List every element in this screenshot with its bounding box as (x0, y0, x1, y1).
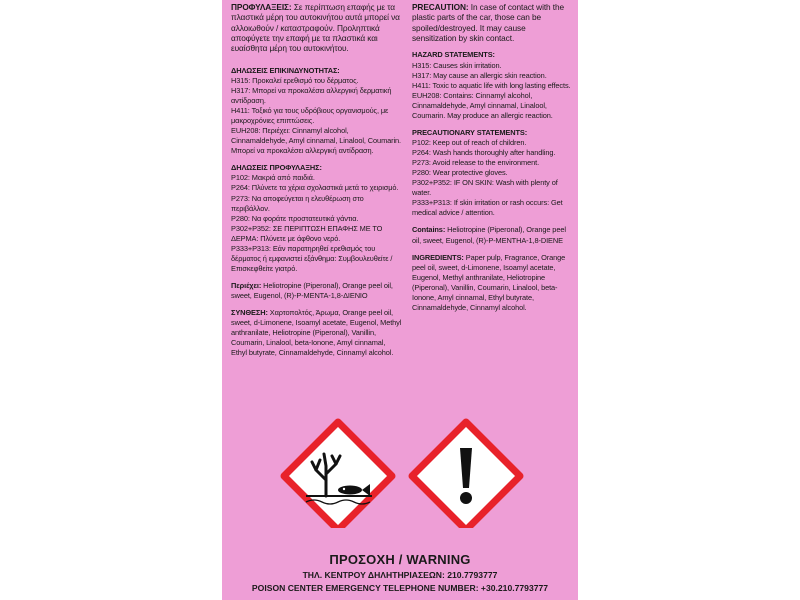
greek-precautionary-heading: ΔΗΛΩΣΕΙΣ ΠΡΟΦΥΛΑΞΗΣ: (231, 163, 322, 173)
english-precautionary-line: P333+P313: If skin irritation or rash occurs: Get medical advice / attention. (412, 198, 563, 218)
english-hazard-section (412, 50, 572, 120)
greek-composition-text: Χαρτοπολτός, Άρωμα, Orange peel oil, sweet, d-Limonene, Isoamyl acetate, Eugenol, Methyl anthranilate, Heliotropine (Piperonal), Vanillin, Coumarin, Linalool, beta-Ionone, Amyl cinnamal, Ethyl butyrate, Cinnamaldehyde, Cinnamyl alcohol. (231, 308, 402, 358)
environment-hazard-icon (284, 422, 392, 528)
greek-precautionary-line: P102: Μακριά από παιδιά. (231, 173, 315, 183)
greek-hazard-section (231, 66, 403, 157)
greek-precaution-text: Σε περίπτωση επαφής με τα πλαστικά μέρη του αυτοκινήτου αυτά μπορεί να αλλοιωθούν / καταστραφούν. Προληπτικά αποφύγετε την επαφή με τα πλαστικά και ευαίσθητα μέρη του αυτοκινήτου. (231, 2, 400, 54)
english-hazard-heading: HAZARD STATEMENTS: (412, 50, 495, 60)
english-precautionary-line: P102: Keep out of reach of children. (412, 137, 527, 147)
greek-hazard-heading: ΔΗΛΩΣΕΙΣ ΕΠΙΚΙΝΔΥΝΟΤΗΤΑΣ: (231, 65, 340, 75)
english-contains-label: Contains: (412, 225, 446, 235)
greek-precautionary-line: P280: Να φοράτε προστατευτικά γάντια. (231, 213, 359, 223)
english-contains-text: Heliotropine (Piperonal), Orange peel oil, sweet, Eugenol, (R)-P-MENTHA-1,8-DIENE (412, 225, 566, 245)
english-ingredients-text: Paper pulp, Fragrance, Orange peel oil, sweet, d-Limonene, Isoamyl acetate, Eugenol, Methyl anthranilate, Heliotropine (Piperonal), Vanillin, Coumarin, Linalool, beta-Ionone, Amyl cinnamal, Ethyl butyrate, Cinnamaldehyde, Cinnamyl alcohol. (412, 252, 566, 312)
english-precautionary-line: P264: Wash hands thoroughly after handling. (412, 148, 556, 157)
product-label (222, 0, 578, 600)
english-precaution-text: In case of contact with the plastic parts of the car, those can be spoiled/destroyed. It may cause sensitization by skin contact. (412, 2, 564, 44)
greek-contains-label: Περιέχει: (231, 281, 262, 291)
greek-precaution-label: ΠΡΟΦΥΛΑΞΕΙΣ: (231, 2, 292, 12)
english-hazard-line: H315: Causes skin irritation. (412, 60, 502, 70)
greek-precautionary-line: P273: Να αποφεύγεται η ελευθέρωση στο περιβάλλον. (231, 193, 364, 213)
greek-precautionary-section (231, 163, 403, 274)
english-ingredients (412, 253, 572, 313)
english-column (412, 0, 572, 313)
greek-contains (231, 281, 403, 301)
greek-hazard-line: H411: Τοξικό για τους υδρόβιους οργανισμούς, με μακροχρόνιες επιπτώσεις. (231, 106, 389, 126)
greek-precautionary-line: P302+P352: ΣΕ ΠΕΡΙΠΤΩΣΗ ΕΠΑΦΗΣ ΜΕ ΤΟ ΔΕΡΜΑ: Πλύνετε με άφθονο νερό. (231, 223, 383, 243)
exclamation-mark-icon (412, 422, 520, 528)
greek-contains-text: Heliotropine (Piperonal), Orange peel oil, sweet, Eugenol, (R)-P-MENTA-1,8-ΔΙΕΝΙΟ (231, 281, 393, 301)
english-precautionary-heading: PRECAUTIONARY STATEMENTS: (412, 127, 528, 137)
poison-center-phone-english: POISON CENTER EMERGENCY TELEPHONE NUMBER: +30.210.7793777 (251, 583, 549, 593)
english-precautionary-line: P273: Avoid release to the environment. (412, 158, 540, 168)
greek-composition (231, 308, 403, 358)
english-precaution (412, 2, 572, 43)
english-hazard-line: H317: May cause an allergic skin reaction. (412, 70, 547, 80)
ghs-pictograms (222, 418, 578, 528)
greek-hazard-line: H317: Μπορεί να προκαλέσει αλλεργική δερματική αντίδραση. (231, 85, 392, 105)
english-precautionary-section (412, 128, 572, 219)
english-precautionary-line: P280: Wear protective gloves. (412, 168, 508, 178)
poison-center-phone-greek: ΤΗΛ. ΚΕΝΤΡΟΥ ΔΗΛΗΤΗΡΙΑΣΕΩΝ: 210.7793777 (302, 570, 498, 580)
english-precautionary-line: P302+P352: IF ON SKIN: Wash with plenty of water. (412, 178, 558, 198)
warning-signal-word: ΠΡΟΣΟΧΗ / WARNING (329, 552, 471, 567)
greek-column (231, 0, 403, 358)
english-contains (412, 225, 572, 245)
english-hazard-line: H411: Toxic to aquatic life with long lasting effects. (412, 80, 571, 90)
greek-precautionary-line: P264: Πλύνετε τα χέρια σχολαστικά μετά το χειρισμό. (231, 183, 399, 193)
greek-precautionary-line: P333+P313: Εάν παρατηρηθεί ερεθισμός του δέρματος ή εμφανιστεί εξάνθημα: Συμβουλευθείτε / Επισκεφθείτε γιατρό. (231, 243, 393, 273)
greek-hazard-line: EUH208: Περιέχει: Cinnamyl alcohol, Cinnamaldehyde, Amyl cinnamal, Linalool, Coumarin. Μπορεί να προκαλέσει αλλεργική αντίδραση. (231, 126, 402, 156)
greek-precaution (231, 2, 403, 54)
english-precaution-label: PRECAUTION: (412, 2, 469, 12)
greek-hazard-line: H315: Προκαλεί ερεθισμό του δέρματος. (231, 75, 359, 85)
greek-composition-label: ΣΥΝΘΕΣΗ: (231, 308, 268, 318)
english-hazard-line: EUH208: Contains: Cinnamyl alcohol, Cinnamaldehyde, Amyl cinnamal, Linalool, Coumarin. May produce an allergic reaction. (412, 90, 553, 120)
english-ingredients-label: INGREDIENTS: (412, 252, 464, 262)
